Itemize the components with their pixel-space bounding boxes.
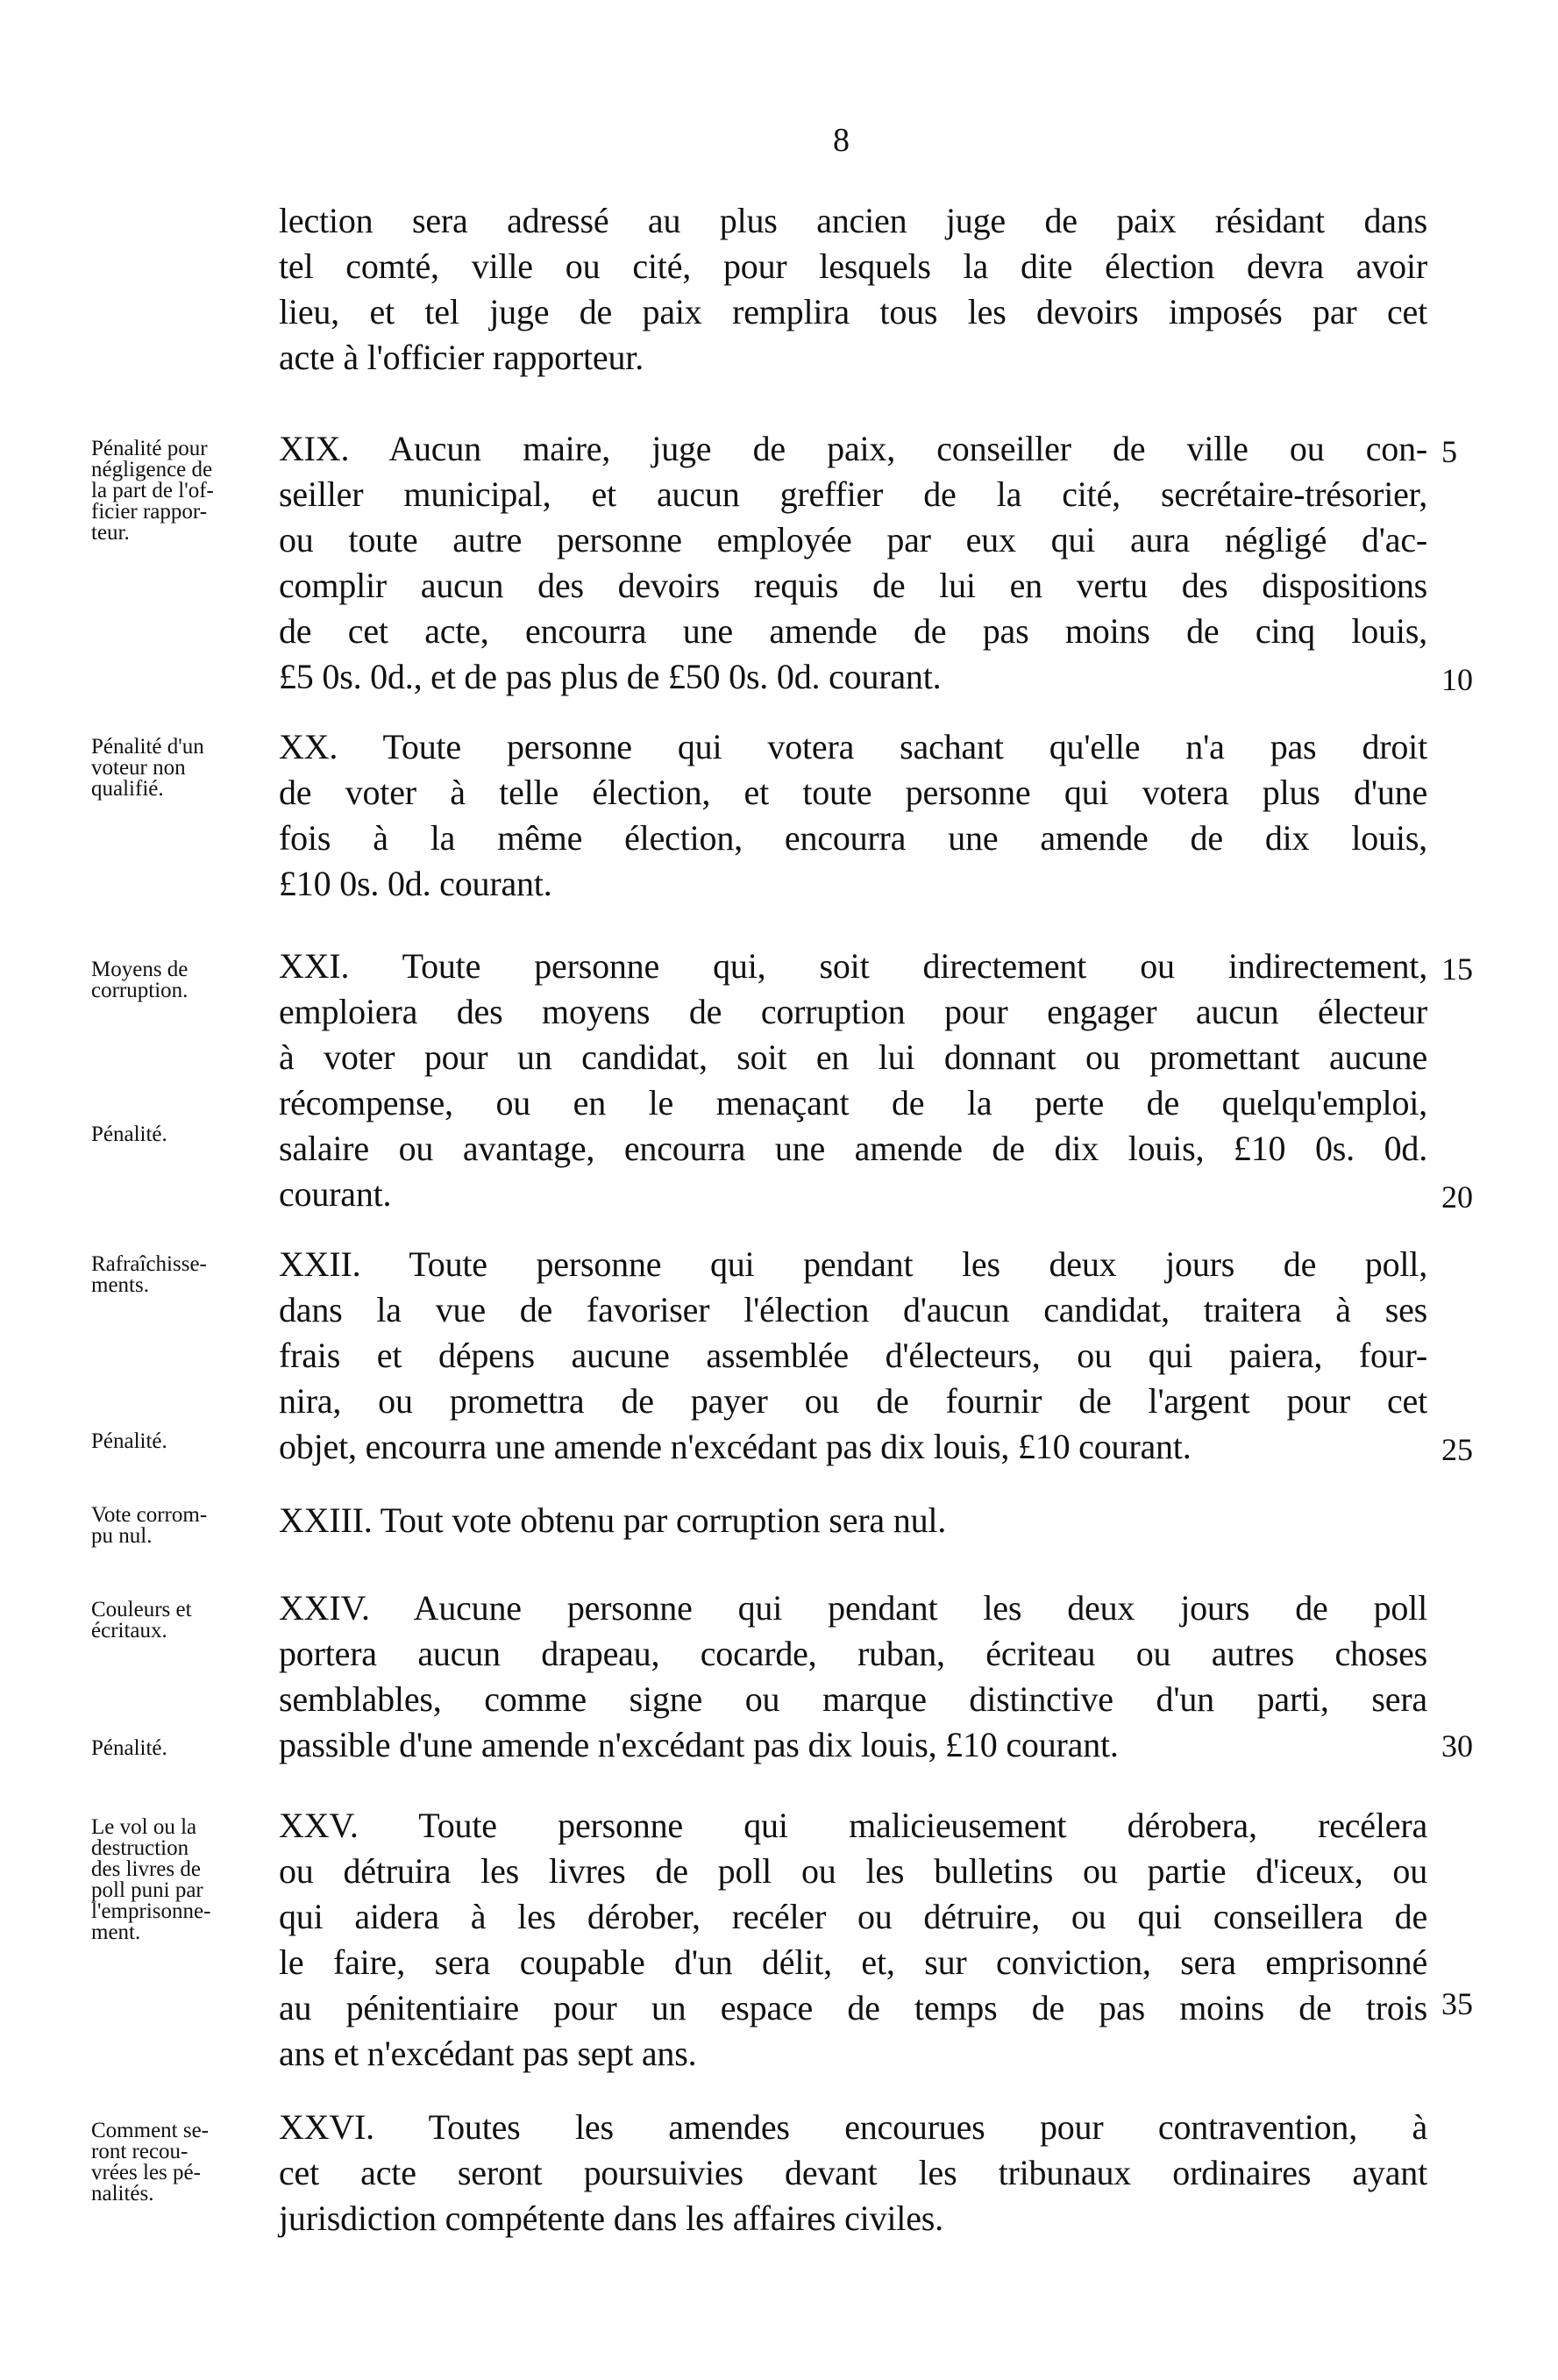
margin-note-xxii-penalty: Pénalité. xyxy=(91,1429,167,1453)
intro-paragraph xyxy=(279,198,1427,381)
section-xxii xyxy=(279,1242,1427,1470)
text-line: fois à la même élection, encourra une amende de dix louis, xyxy=(279,818,1427,858)
text-line: XXIV. Aucune personne qui pendant les deux jours de poll xyxy=(279,1588,1427,1628)
margin-note-xxiv: Couleurs et écritaux. xyxy=(91,1598,192,1642)
text-line: lieu, et tel juge de paix remplira tous les devoirs imposés par cet xyxy=(279,292,1427,331)
margin-note-xxi-penalty: Pénalité. xyxy=(91,1122,167,1146)
text-line: à voter pour un candidat, soit en lui donnant ou promettant aucune xyxy=(279,1037,1427,1077)
line-number: 35 xyxy=(1441,1986,1473,2021)
margin-note-xx: Pénalité d'un voteur non qualifié. xyxy=(91,735,204,801)
text-line: £5 0s. 0d., et de pas plus de £50 0s. 0d. courant. xyxy=(279,657,942,696)
text-line: passible d'une amende n'excédant pas dix louis, £10 courant. xyxy=(279,1725,1119,1764)
margin-note-xxiv-penalty: Pénalité. xyxy=(91,1736,167,1760)
line-number: 25 xyxy=(1441,1432,1473,1467)
text-line: frais et dépens aucune assemblée d'électeurs, ou qui paiera, four- xyxy=(279,1336,1427,1375)
text-line: semblables, comme signe ou marque distinctive d'un parti, sera xyxy=(279,1679,1427,1719)
page-number: 8 xyxy=(833,122,850,159)
text-line: XXII. Toute personne qui pendant les deux jours de poll, xyxy=(279,1244,1427,1284)
text-line: cet acte seront poursuivies devant les tribunaux ordinaires ayant xyxy=(279,2153,1427,2192)
section-xix xyxy=(279,426,1427,700)
line-number: 10 xyxy=(1441,662,1473,697)
text-line: XIX. Aucun maire, juge de paix, conseiller de ville ou con- xyxy=(279,429,1427,468)
text-line: de voter à telle élection, et toute personne qui votera plus d'une xyxy=(279,773,1427,812)
text-line: XXIII. Tout vote obtenu par corruption sera nul. xyxy=(279,1500,947,1540)
text-line: nira, ou promettra de payer ou de fournir de l'argent pour cet xyxy=(279,1381,1427,1421)
margin-note-xxiii: Vote corrom- pu nul. xyxy=(91,1503,208,1548)
text-line: jurisdiction compétente dans les affaires civiles. xyxy=(279,2198,943,2238)
line-number: 5 xyxy=(1441,434,1457,469)
text-line: ou détruira les livres de poll ou les bulletins ou partie d'iceux, ou xyxy=(279,1851,1427,1891)
text-line: tel comté, ville ou cité, pour lesquels la dite élection devra avoir xyxy=(279,246,1427,286)
text-line: emploiera des moyens de corruption pour engager aucun électeur xyxy=(279,992,1427,1031)
text-line: ans et n'excédant pas sept ans. xyxy=(279,2034,697,2073)
text-line: XXI. Toute personne qui, soit directement ou indirectement, xyxy=(279,946,1427,986)
text-line: de cet acte, encourra une amende de pas moins de cinq louis, xyxy=(279,611,1427,651)
margin-note-xxv: Le vol ou la destruction des livres de poll puni par l'emprisonne- ment. xyxy=(91,1815,211,1944)
margin-note-xxi: Moyens de corruption. xyxy=(91,958,189,1002)
section-xxiii xyxy=(279,1498,1427,1543)
text-line: XXVI. Toutes les amendes encourues pour contravention, à xyxy=(279,2107,1427,2147)
text-line: £10 0s. 0d. courant. xyxy=(279,864,552,903)
margin-note-xxii: Rafraîchisse- ments. xyxy=(91,1252,207,1297)
text-line: complir aucun des devoirs requis de lui en vertu des dispositions xyxy=(279,566,1427,605)
section-xxi xyxy=(279,944,1427,1217)
text-line: récompense, ou en le menaçant de la perte de quelqu'emploi, xyxy=(279,1083,1427,1122)
text-line: lection sera adressé au plus ancien juge de paix résidant dans xyxy=(279,201,1427,240)
section-xxvi xyxy=(279,2105,1427,2241)
text-line: courant. xyxy=(279,1174,392,1214)
text-line: le faire, sera coupable d'un délit, et, sur conviction, sera emprisonné xyxy=(279,1942,1427,1982)
margin-note-xix: Pénalité pour négligence de la part de l'of- ficier rappor- teur. xyxy=(91,437,214,545)
text-line: acte à l'officier rapporteur. xyxy=(279,338,644,377)
section-xx xyxy=(279,724,1427,907)
text-line: ou toute autre personne employée par eux qui aura négligé d'ac- xyxy=(279,520,1427,559)
text-line: qui aidera à les dérober, recéler ou détruire, ou qui conseillera de xyxy=(279,1897,1427,1936)
line-number: 30 xyxy=(1441,1728,1473,1764)
line-number: 20 xyxy=(1441,1179,1473,1215)
line-number: 15 xyxy=(1441,951,1473,987)
section-xxiv xyxy=(279,1585,1427,1768)
text-line: dans la vue de favoriser l'élection d'aucun candidat, traitera à ses xyxy=(279,1290,1427,1329)
margin-note-xxvi: Comment se- ront recou- vrées les pé- nalités. xyxy=(91,2119,210,2205)
text-line: portera aucun drapeau, cocarde, ruban, écriteau ou autres choses xyxy=(279,1634,1427,1673)
text-line: salaire ou avantage, encourra une amende de dix louis, £10 0s. 0d. xyxy=(279,1129,1427,1168)
section-xxv xyxy=(279,1803,1427,2077)
text-line: XX. Toute personne qui votera sachant qu'elle n'a pas droit xyxy=(279,727,1427,766)
text-line: seiller municipal, et aucun greffier de la cité, secrétaire-trésorier, xyxy=(279,474,1427,514)
text-line: XXV. Toute personne qui malicieusement dérobera, recélera xyxy=(279,1806,1427,1845)
text-line: au pénitentiaire pour un espace de temps de pas moins de trois xyxy=(279,1988,1427,2027)
text-line: objet, encourra une amende n'excédant pas dix louis, £10 courant. xyxy=(279,1427,1192,1466)
